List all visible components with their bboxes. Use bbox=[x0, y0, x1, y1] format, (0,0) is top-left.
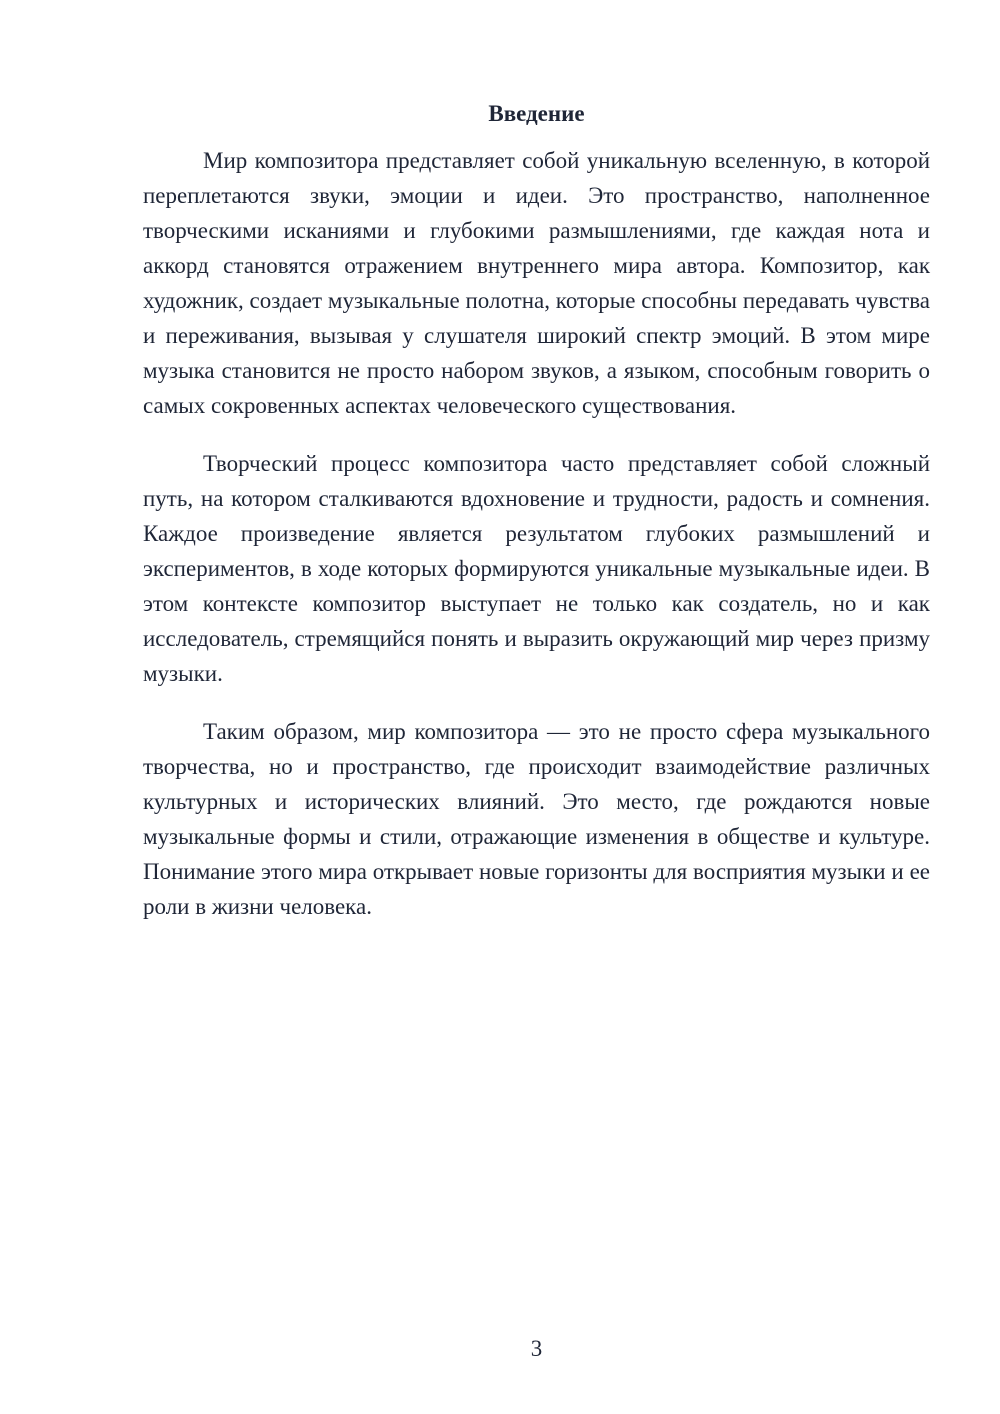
page-number: 3 bbox=[530, 1336, 543, 1361]
paragraph-intro-2: Творческий процесс композитора часто представляет собой сложный путь, на котором сталкиваются вдохновение и трудности, радость и сомнения. Каждое произведение является результатом глубоких размышлений и экспериментов, в ходе которых формируются уникальные музыкальные идеи. В этом контексте композитор выступает не только как создатель, но и как исследователь, стремящийся понять и выразить окружающий мир через призму музыки. bbox=[143, 451, 930, 686]
paragraph-intro-1: Мир композитора представляет собой уникальную вселенную, в которой переплетаются звуки, эмоции и идеи. Это пространство, наполненное творческими исканиями и глубокими размышлениями, где каждая нота и аккорд становятся отражением внутреннего мира автора. Композитор, как художник, создает музыкальные полотна, которые способны передавать чувства и переживания, вызывая у слушателя широкий спектр эмоций. В этом мире музыка становится не просто набором звуков, а языком, способным говорить о самых сокровенных аспектах человеческого существования. bbox=[143, 148, 930, 418]
page-title: Введение bbox=[488, 101, 585, 126]
paragraph-intro-3: Таким образом, мир композитора — это не просто сфера музыкального творчества, но и пространство, где происходит взаимодействие различных культурных и исторических влияний. Это место, где рождаются новые музыкальные формы и стили, отражающие изменения в обществе и культуре. Понимание этого мира открывает новые горизонты для восприятия музыки и ее роли в жизни человека. bbox=[143, 719, 930, 919]
